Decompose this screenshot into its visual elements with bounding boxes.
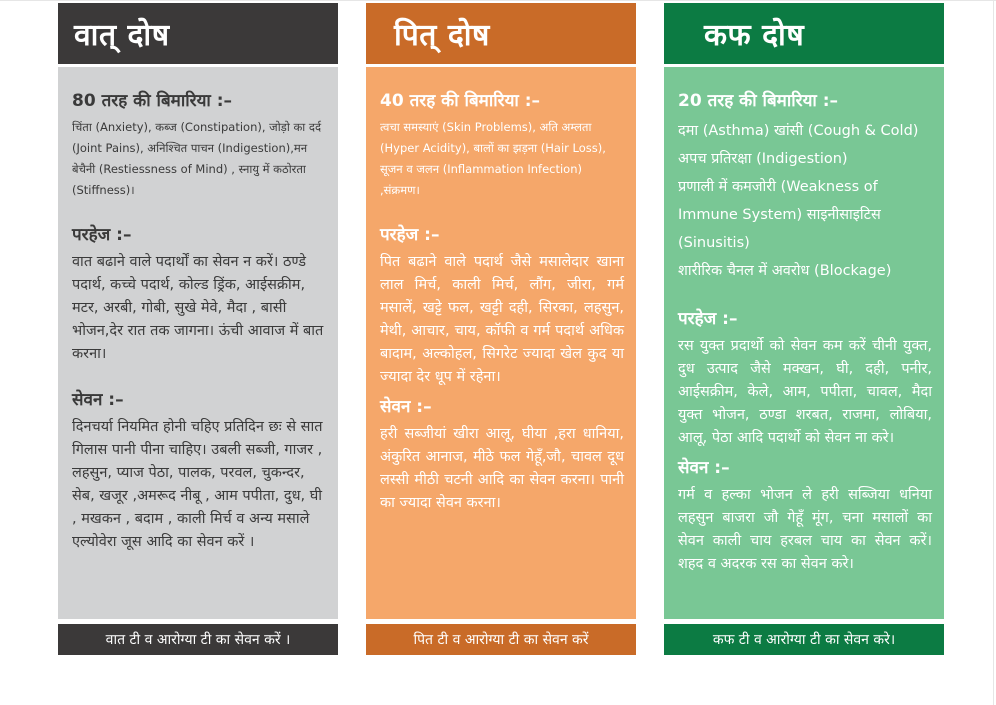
vata-avoid-text: वात बढाने वाले पदार्थों का सेवन न करें। ठण्डे पदार्थ, कच्चे पदार्थ, कोल्ड ड्रिंक, आईसक्रीम, मटर, अरबी, गोबी, सुखे मेवे, मैदा , बासी भोजन,देर रात तक जागना। ऊंची आवाज में बात करना। [72, 254, 324, 362]
pitta-avoid-text: पित बढाने वाले पदार्थ जैसे मसालेदार खाना लाल मिर्च, काली मिर्च, लौंग, जीरा, गर्म मसालें, खट्टे फल, खट्टी दही, सिरका, लहसुन, मेथी, आचार, चाय, कॉफी व गर्म पदार्थ अधिक बादाम, अल्कोहल, सिगरेट ज्यादा खेल कुद या ज्यादा देर धूप में रहेना। [380, 254, 624, 385]
kapha-diseases-item: दमा (Asthma) खांसी (Cough & Cold) [678, 123, 919, 139]
vata-avoid-heading: परहेज :– [72, 225, 132, 245]
vata-title: वात् दोष [58, 3, 338, 64]
kapha-diseases-item: शारीरिक चैनल में अवरोध (Blockage) [678, 263, 892, 279]
right-rule [993, 0, 994, 705]
kapha-diseases-item: प्रणाली में कमजोरी (Weakness of Immune System) साइनीसाइटिस (Sinusitis) [678, 179, 881, 251]
pitta-body [366, 67, 636, 619]
pitta-consume-text: हरी सब्जीयां खीरा आलू, घीया ,हरा धानिया, अंकुरित आनाज, मीठे फल गेहूँ,जौ, चावल दूध लस्सी मीठी चटनी आदि का सेवन करना। पानी का ज्यादा सेवन करना। [380, 426, 624, 511]
kapha-diseases-heading: 20 तरह की बिमारिया :– [678, 91, 839, 111]
pitta-footer: पित टी व आरोग्या टी का सेवन करें [366, 624, 636, 655]
kapha-title: कफ दोष [664, 3, 944, 64]
kapha-avoid-text: रस युक्त प्रदार्थो को सेवन कम करें चीनी युक्त, दुध उत्पाद जैसे मक्खन, घी, दही, पनीर, आईसक्रीम, केले, आम, पपीता, चावल, मैदा युक्त भोजन, ठण्डा शरबत, राजमा, लोबिया, आलू, पेठा आदि पदार्थो को सेवन ना करे। [678, 338, 932, 446]
vata-diseases-heading: 80 तरह की बिमारिया :– [72, 91, 233, 111]
vata-consume-heading: सेवन :– [72, 390, 124, 410]
kapha-footer: कफ टी व आरोग्या टी का सेवन करे। [664, 624, 944, 655]
pitta-consume-heading: सेवन :– [380, 397, 432, 417]
pitta-column [366, 3, 636, 648]
kapha-consume-heading: सेवन :– [678, 458, 730, 478]
kapha-consume-text: गर्म व हल्का भोजन ले हरी सब्जिया धनिया लहसुन बाजरा जौ गेहूँ मूंग, चना मसालों का सेवन काली चाय हरबल चाय का सेवन करें। शहद व अदरक रस का सेवन करे। [678, 487, 932, 572]
top-rule [0, 0, 996, 1]
pitta-avoid-heading: परहेज :– [380, 225, 440, 245]
kapha-column [664, 3, 944, 648]
pitta-diseases-text: त्वचा समस्याएं (Skin Problems), अति अम्लता (Hyper Acidity), बालों का झड़ना (Hair Loss), सूजन व जलन (Inflammation Infection) ,संक्रमण। [380, 120, 606, 197]
kapha-body [664, 67, 944, 619]
kapha-avoid-heading: परहेज :– [678, 309, 738, 329]
vata-footer: वात टी व आरोग्या टी का सेवन करें । [58, 624, 338, 655]
vata-body [58, 67, 338, 619]
pitta-title: पित् दोष [366, 3, 636, 64]
vata-consume-text: दिनचर्या नियमित होनी चहिए प्रतिदिन छः से सात गिलास पानी पीना चाहिए। उबली सब्जी, गाजर , लहसुन, प्याज पेठा, पालक, परवल, चुकन्दर, सेब, खजूर ,अमरूद नीबू , आम पपीता, दुध, घी , मखकन , बदाम , काली मिर्च व अन्य मसाले एल्योवेरा जूस आदि का सेवन करें । [72, 419, 323, 550]
vata-column [58, 3, 338, 648]
pitta-diseases-heading: 40 तरह की बिमारिया :– [380, 91, 541, 111]
vata-diseases-text: चिंता (Anxiety), कब्ज (Constipation), जोड़ो का दर्द (Joint Pains), अनिश्चित पाचन (Indigestion),मन बेचैनी (Restiessness of Mind) , स्नायु में कठोरता (Stiffness)। [72, 120, 322, 197]
kapha-diseases-item: अपच प्रतिरक्षा (Indigestion) [678, 151, 848, 167]
